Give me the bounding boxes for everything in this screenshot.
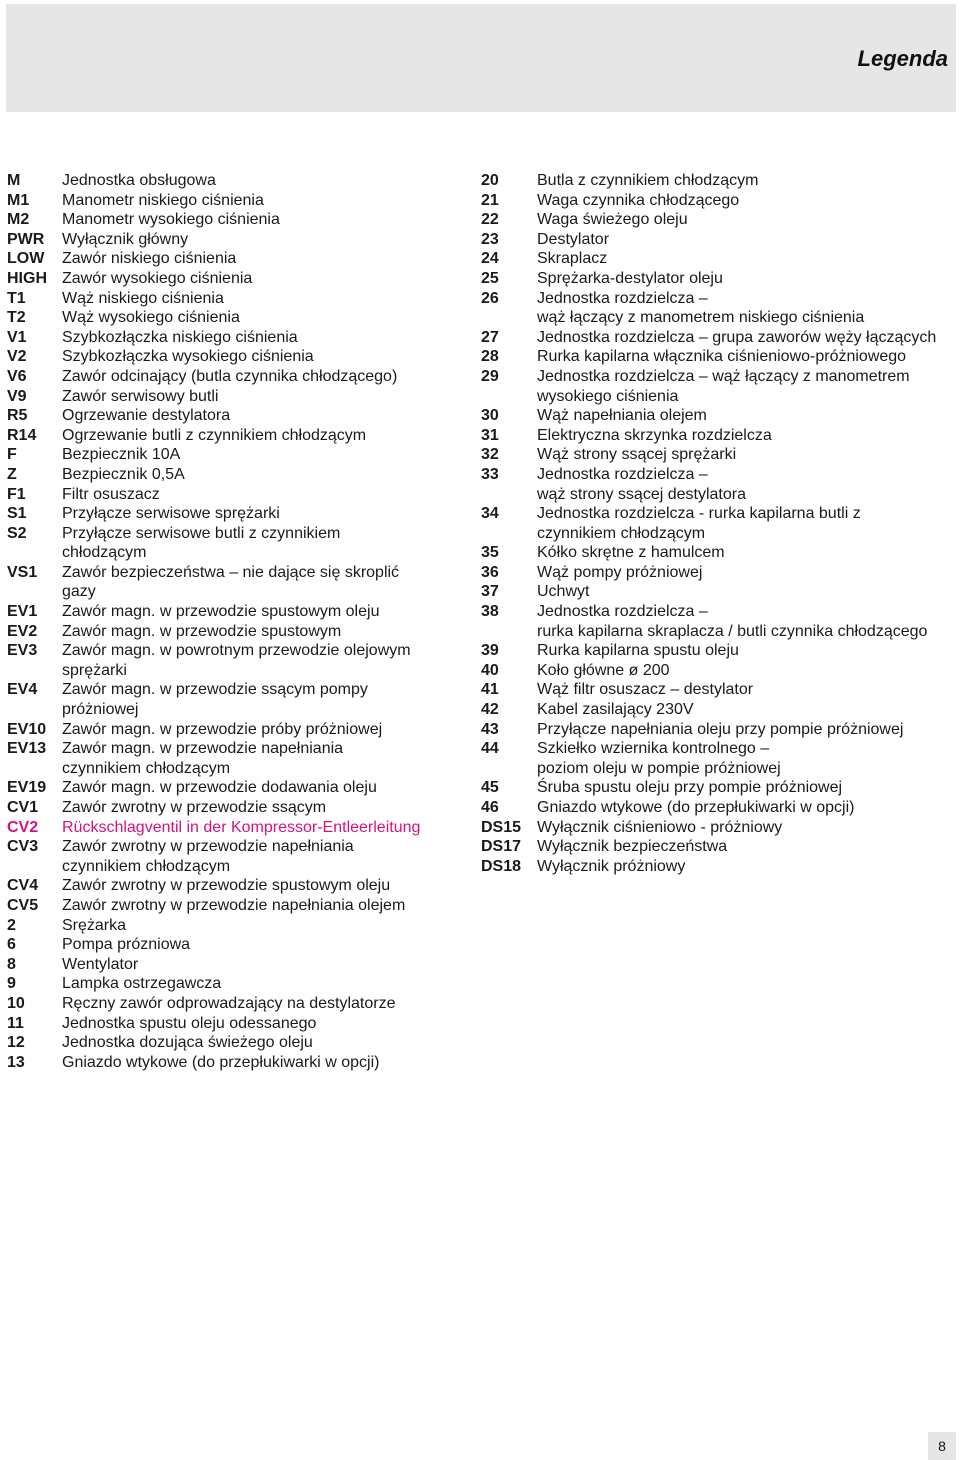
legend-description: Zawór magn. w powrotnym przewodzie olejowym sprężarki — [62, 642, 411, 679]
legend-description: Wyłącznik próżniowy — [537, 857, 686, 875]
legend-code: 9 — [7, 975, 16, 993]
legend-description: Ręczny zawór odprowadzający na destylatorze — [62, 994, 396, 1012]
legend-entry — [481, 563, 957, 583]
legend-code: 20 — [481, 172, 499, 189]
legend-entry — [481, 582, 957, 602]
legend-entry — [7, 191, 472, 211]
legend-code: 43 — [481, 720, 499, 738]
legend-description: Zawór niskiego ciśnienia — [62, 250, 237, 268]
legend-entry — [481, 445, 957, 465]
legend-entry — [7, 602, 472, 622]
legend-code: EV4 — [7, 681, 38, 699]
legend-description: Manometr niskiego ciśnienia — [62, 191, 264, 209]
legend-description: Przyłącze serwisowe sprężarki — [62, 505, 280, 523]
legend-description: Lampka ostrzegawcza — [62, 975, 222, 993]
legend-code: 2 — [7, 916, 16, 934]
legend-entry — [481, 641, 957, 661]
legend-code: CV5 — [7, 896, 39, 914]
legend-entry — [7, 641, 472, 680]
legend-description: Wentylator — [62, 955, 139, 973]
legend-code: F — [7, 446, 17, 464]
legend-code: S2 — [7, 524, 27, 542]
legend-entry — [7, 347, 472, 367]
legend-entry — [7, 387, 472, 407]
legend-description: Kabel zasilający 230V — [537, 701, 694, 719]
legend-code: V1 — [7, 328, 27, 346]
legend-entry — [7, 1033, 472, 1053]
legend-description: Skraplacz — [537, 250, 608, 268]
legend-code: M2 — [7, 211, 30, 229]
legend-code: 44 — [481, 740, 499, 758]
legend-code: 41 — [481, 681, 499, 699]
legend-code: 29 — [481, 367, 499, 385]
legend-entry — [481, 269, 957, 289]
legend-code: Z — [7, 465, 17, 483]
legend-description: Śruba spustu oleju przy pompie próżniowej — [537, 779, 843, 797]
legend-code: 42 — [481, 701, 499, 719]
legend-entry — [7, 524, 472, 563]
legend-description: Waga czynnika chłodzącego — [537, 191, 740, 209]
legend-code: 37 — [481, 583, 499, 601]
legend-entry — [481, 680, 957, 700]
legend-description: Rurka kapilarna włącznika ciśnieniowo-próżniowego — [537, 348, 907, 366]
legend-entry — [481, 700, 957, 720]
legend-entry — [481, 857, 957, 877]
legend-code: 11 — [7, 1014, 24, 1032]
legend-description: Ogrzewanie destylatora — [62, 407, 231, 425]
legend-code: 10 — [7, 994, 25, 1012]
legend-description: Jednostka spustu oleju odessanego — [62, 1014, 317, 1032]
legend-entry — [7, 818, 472, 838]
legend-description: Wyłącznik ciśnieniowo - próżniowy — [537, 818, 783, 836]
legend-code: CV3 — [7, 838, 39, 856]
page-title: Legenda — [857, 46, 948, 71]
legend-description: Jednostka obsługowa — [62, 172, 216, 189]
legend-entry — [7, 876, 472, 896]
legend-description: Wąż filtr osuszacz – destylator — [537, 681, 754, 699]
legend-description: Przyłącze napełniania oleju przy pompie próżniowej — [537, 720, 904, 738]
legend-code: 46 — [481, 799, 499, 816]
legend-entry — [481, 426, 957, 446]
legend-code: 38 — [481, 603, 499, 621]
legend-entry — [7, 171, 472, 191]
legend-description: Zawór serwisowy butli — [62, 387, 219, 405]
legend-entry — [481, 778, 957, 798]
legend-entry — [7, 426, 472, 446]
legend-description: Pompa prózniowa — [62, 936, 191, 954]
legend-entry — [7, 563, 472, 602]
legend-description: Zawór magn. w przewodzie spustowym oleju — [62, 603, 380, 621]
legend-code: 8 — [7, 955, 16, 973]
legend-entry — [7, 210, 472, 230]
legend-code: 27 — [481, 328, 499, 346]
legend-code: 33 — [481, 465, 499, 483]
legend-entry — [7, 289, 472, 309]
legend-code: 13 — [7, 1053, 25, 1071]
legend-entry — [481, 837, 957, 857]
legend-code: S1 — [7, 505, 27, 523]
legend-description: Jednostka rozdzielcza – rurka kapilarna skraplacza / butli czynnika chłodzącego — [537, 603, 928, 640]
legend-entry — [481, 798, 957, 818]
legend-entry — [7, 994, 472, 1014]
legend-code: LOW — [7, 250, 45, 268]
legend-description: Uchwyt — [537, 583, 590, 601]
legend-code: 32 — [481, 446, 499, 464]
legend-code: V9 — [7, 387, 27, 405]
legend-entry — [7, 739, 472, 778]
legend-description: Waga świeżego oleju — [537, 211, 688, 229]
legend-code: EV10 — [7, 720, 47, 738]
legend-entry — [7, 720, 472, 740]
legend-entry — [481, 504, 957, 543]
legend-code: DS15 — [481, 818, 522, 836]
legend-entry — [7, 798, 472, 818]
legend-description: Srężarka — [62, 916, 127, 934]
legend-code: EV13 — [7, 740, 47, 758]
legend-entry — [7, 485, 472, 505]
legend-description: Bezpiecznik 0,5A — [62, 465, 185, 483]
legend-description: Jednostka rozdzielcza – wąż łączący z manometrem wysokiego ciśnienia — [537, 367, 910, 405]
legend-code: EV2 — [7, 622, 38, 640]
legend-entry — [481, 602, 957, 641]
legend-code: EV19 — [7, 779, 47, 797]
legend-description: Zawór magn. w przewodzie spustowym — [62, 622, 342, 640]
legend-description: Wyłącznik główny — [62, 230, 189, 248]
legend-entry — [481, 328, 957, 348]
legend-code: VS1 — [7, 563, 38, 581]
legend-description: Wąż niskiego ciśnienia — [62, 289, 224, 307]
legend-entry — [481, 818, 957, 838]
legend-description: Zawór wysokiego ciśnienia — [62, 269, 253, 287]
legend-description: Zawór magn. w przewodzie próby próżniowej — [62, 720, 383, 738]
legend-description: Szkiełko wziernika kontrolnego – poziom oleju w pompie próżniowej — [537, 740, 781, 777]
legend-code: 39 — [481, 642, 499, 660]
legend-description: Zawór magn. w przewodzie ssącym pompy próżniowej — [62, 681, 368, 719]
legend-code: 24 — [481, 250, 499, 268]
legend-entry — [7, 406, 472, 426]
legend-column-right — [481, 171, 957, 876]
legend-description: Jednostka dozująca świeżego oleju — [62, 1034, 313, 1052]
legend-entry — [481, 289, 957, 328]
legend-entry — [7, 445, 472, 465]
legend-description: Kółko skrętne z hamulcem — [537, 544, 725, 562]
legend-description: Wyłącznik bezpieczeństwa — [537, 838, 728, 856]
legend-description: Koło główne ø 200 — [537, 661, 670, 679]
legend-code: CV2 — [7, 818, 39, 836]
legend-code: 31 — [481, 426, 499, 444]
legend-entry — [481, 406, 957, 426]
legend-entry — [481, 230, 957, 250]
legend-code: R14 — [7, 426, 37, 444]
legend-description: Przyłącze serwisowe butli z czynnikiem chłodzącym — [62, 524, 341, 562]
legend-entry — [481, 347, 957, 367]
legend-description: Jednostka rozdzielcza – wąż strony ssącej destylatora — [537, 465, 746, 503]
legend-entry — [481, 661, 957, 681]
legend-entry — [7, 230, 472, 250]
legend-description: Wąż wysokiego ciśnienia — [62, 309, 240, 327]
legend-code: DS17 — [481, 838, 522, 856]
legend-code: T1 — [7, 289, 26, 307]
legend-entry — [7, 1014, 472, 1034]
legend-description: Zawór odcinający (butla czynnika chłodzącego) — [62, 367, 398, 385]
legend-code: EV3 — [7, 642, 38, 660]
legend-code: 34 — [481, 505, 499, 523]
legend-description: Zawór magn. w przewodzie napełniania czynnikiem chłodzącym — [62, 740, 344, 777]
legend-code: F1 — [7, 485, 26, 503]
legend-entry — [7, 504, 472, 524]
legend-code: PWR — [7, 230, 45, 248]
legend-entry — [7, 328, 472, 348]
legend-description: Rückschlagventil in der Kompressor-Entleerleitung — [62, 818, 421, 836]
legend-code: CV4 — [7, 877, 39, 895]
legend-code: 21 — [481, 191, 499, 209]
legend-code: 35 — [481, 544, 499, 562]
legend-code: 12 — [7, 1034, 25, 1052]
legend-code: 23 — [481, 230, 499, 248]
legend-code: 28 — [481, 348, 499, 366]
legend-description: Gniazdo wtykowe (do przepłukiwarki w opcji) — [537, 799, 855, 816]
header-banner — [6, 4, 956, 112]
legend-code: M — [7, 172, 21, 189]
legend-description: Szybkozłączka niskiego ciśnienia — [62, 328, 298, 346]
legend-description: Wąż napełniania olejem — [537, 407, 707, 425]
legend-entry — [7, 308, 472, 328]
legend-entry — [7, 955, 472, 975]
legend-entry — [481, 543, 957, 563]
legend-entry — [481, 367, 957, 406]
legend-description: Jednostka rozdzielcza - rurka kapilarna butli z czynnikiem chłodzącym — [537, 505, 861, 542]
legend-code: HIGH — [7, 269, 47, 287]
legend-code: 36 — [481, 563, 499, 581]
legend-code: 25 — [481, 269, 499, 287]
legend-description: Zawór zwrotny w przewodzie ssącym — [62, 799, 327, 816]
legend-column-left — [7, 171, 472, 1072]
legend-code: 22 — [481, 211, 499, 229]
legend-code: CV1 — [7, 799, 39, 816]
legend-description: Ogrzewanie butli z czynnikiem chłodzącym — [62, 426, 367, 444]
legend-description: Jednostka rozdzielcza – wąż łączący z manometrem niskiego ciśnienia — [537, 289, 865, 327]
legend-code: V6 — [7, 367, 27, 385]
legend-description: Filtr osuszacz — [62, 485, 160, 503]
legend-description: Butla z czynnikiem chłodzącym — [537, 172, 759, 189]
legend-code: 6 — [7, 936, 16, 954]
legend-description: Wąż pompy próżniowej — [537, 563, 703, 581]
legend-description: Szybkozłączka wysokiego ciśnienia — [62, 348, 314, 366]
legend-description: Zawór magn. w przewodzie dodawania oleju — [62, 779, 377, 797]
legend-code: V2 — [7, 348, 27, 366]
page-number: 8 — [928, 1432, 956, 1460]
legend-entry — [481, 720, 957, 740]
legend-description: Sprężarka-destylator oleju — [537, 269, 723, 287]
legend-code: EV1 — [7, 603, 38, 621]
legend-entry — [7, 269, 472, 289]
legend-code: M1 — [7, 191, 30, 209]
legend-entry — [7, 916, 472, 936]
legend-code: 45 — [481, 779, 499, 797]
legend-description: Rurka kapilarna spustu oleju — [537, 642, 739, 660]
legend-code: 40 — [481, 661, 499, 679]
legend-description: Manometr wysokiego ciśnienia — [62, 211, 280, 229]
legend-entry — [7, 680, 472, 719]
legend-entry — [7, 837, 472, 876]
legend-entry — [7, 367, 472, 387]
legend-code: DS18 — [481, 857, 522, 875]
legend-description: Zawór zwrotny w przewodzie spustowym oleju — [62, 877, 391, 895]
legend-description: Destylator — [537, 230, 610, 248]
legend-description: Bezpiecznik 10A — [62, 446, 181, 464]
legend-entry — [481, 171, 957, 191]
legend-description: Jednostka rozdzielcza – grupa zaworów węży łączących — [537, 328, 937, 346]
legend-entry — [7, 465, 472, 485]
legend-entry — [481, 210, 957, 230]
legend-entry — [7, 974, 472, 994]
legend-entry — [481, 191, 957, 211]
legend-entry — [7, 249, 472, 269]
legend-code: 30 — [481, 407, 499, 425]
legend-entry — [7, 622, 472, 642]
legend-entry — [481, 465, 957, 504]
legend-entry — [481, 739, 957, 778]
legend-entry — [7, 1053, 472, 1073]
legend-entry — [7, 935, 472, 955]
legend-description: Gniazdo wtykowe (do przepłukiwarki w opcji) — [62, 1053, 380, 1071]
legend-description: Elektryczna skrzynka rozdzielcza — [537, 426, 772, 444]
legend-entry — [7, 896, 472, 916]
legend-code: 26 — [481, 289, 499, 307]
legend-entry — [481, 249, 957, 269]
legend-description: Zawór zwrotny w przewodzie napełniania olejem — [62, 896, 406, 914]
legend-code: T2 — [7, 309, 26, 327]
legend-description: Wąż strony ssącej sprężarki — [537, 446, 737, 464]
legend-description: Zawór zwrotny w przewodzie napełniania czynnikiem chłodzącym — [62, 838, 354, 875]
legend-code: R5 — [7, 407, 28, 425]
legend-entry — [7, 778, 472, 798]
legend-description: Zawór bezpieczeństwa – nie dające się skroplić gazy — [62, 563, 400, 601]
